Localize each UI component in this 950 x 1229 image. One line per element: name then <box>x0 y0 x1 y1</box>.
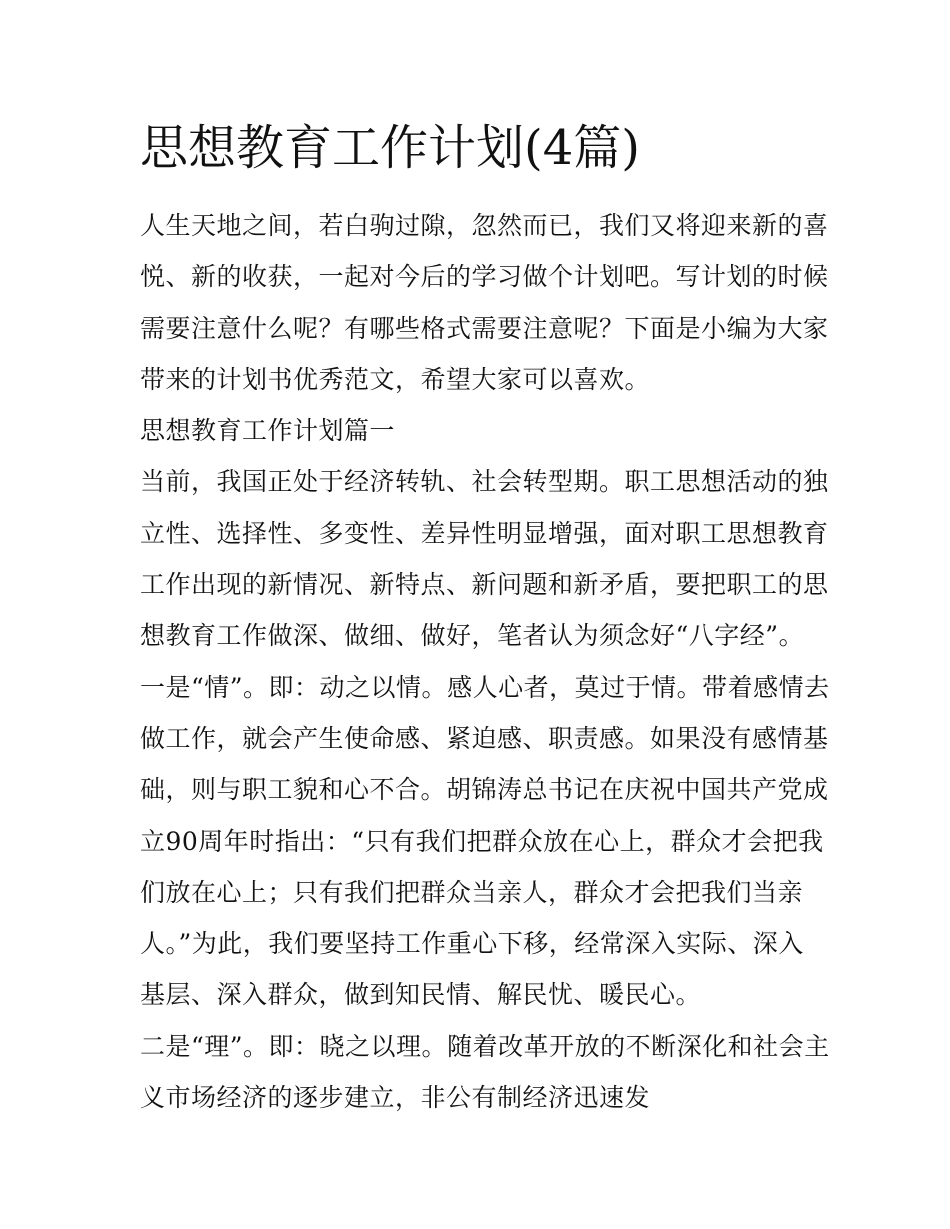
text-line: 基层、深入群众，做到知民情、解民忧、暖民心。 <box>140 980 702 1010</box>
text-line: 立90周年时指出：“只有我们把群众放在心上，群众才会把我 <box>140 826 824 856</box>
text-line: 当前，我国正处于经济转轨、社会转型期。职工思想活动的独 <box>140 467 829 497</box>
text-line: 人。”为此，我们要坚持工作重心下移，经常深入实际、深入 <box>140 929 804 959</box>
text-line: 想教育工作做深、做细、做好，笔者认为须念好“八字经”。 <box>140 621 805 651</box>
text-line: 二是“理”。即：晓之以理。随着改革开放的不断深化和社会主 <box>140 1031 830 1061</box>
text-line: 人生天地之间，若白驹过隙，忽然而已，我们又将迎来新的喜 <box>140 211 829 240</box>
document-title: 思想教育工作计划(4篇) <box>140 120 640 176</box>
text-line: 础，则与职工貌和心不合。胡锦涛总书记在庆祝中国共产党成 <box>140 775 829 805</box>
text-line: 悦、新的收获，一起对今后的学习做个计划吧。写计划的时候 <box>140 262 829 292</box>
text-line: 带来的计划书优秀范文，希望大家可以喜欢。 <box>140 364 651 394</box>
text-line: 们放在心上；只有我们把群众当亲人，群众才会把我们当亲 <box>140 877 804 907</box>
document-body <box>140 200 840 1123</box>
text-line: 义市场经济的逐步建立，非公有制经济迅速发 <box>140 1083 651 1113</box>
text-line: 一是“情”。即：动之以情。感人心者，莫过于情。带着感情去 <box>140 672 830 702</box>
text-line: 需要注意什么呢？有哪些格式需要注意呢？下面是小编为大家 <box>140 313 829 343</box>
text-line: 做工作，就会产生使命感、紧迫感、职责感。如果没有感情基 <box>140 723 829 753</box>
section-heading: 思想教育工作计划篇一 <box>140 416 396 446</box>
text-line: 工作出现的新情况、新特点、新问题和新矛盾，要把职工的思 <box>140 570 829 600</box>
text-line: 立性、选择性、多变性、差异性明显增强，面对职工思想教育 <box>140 518 829 548</box>
